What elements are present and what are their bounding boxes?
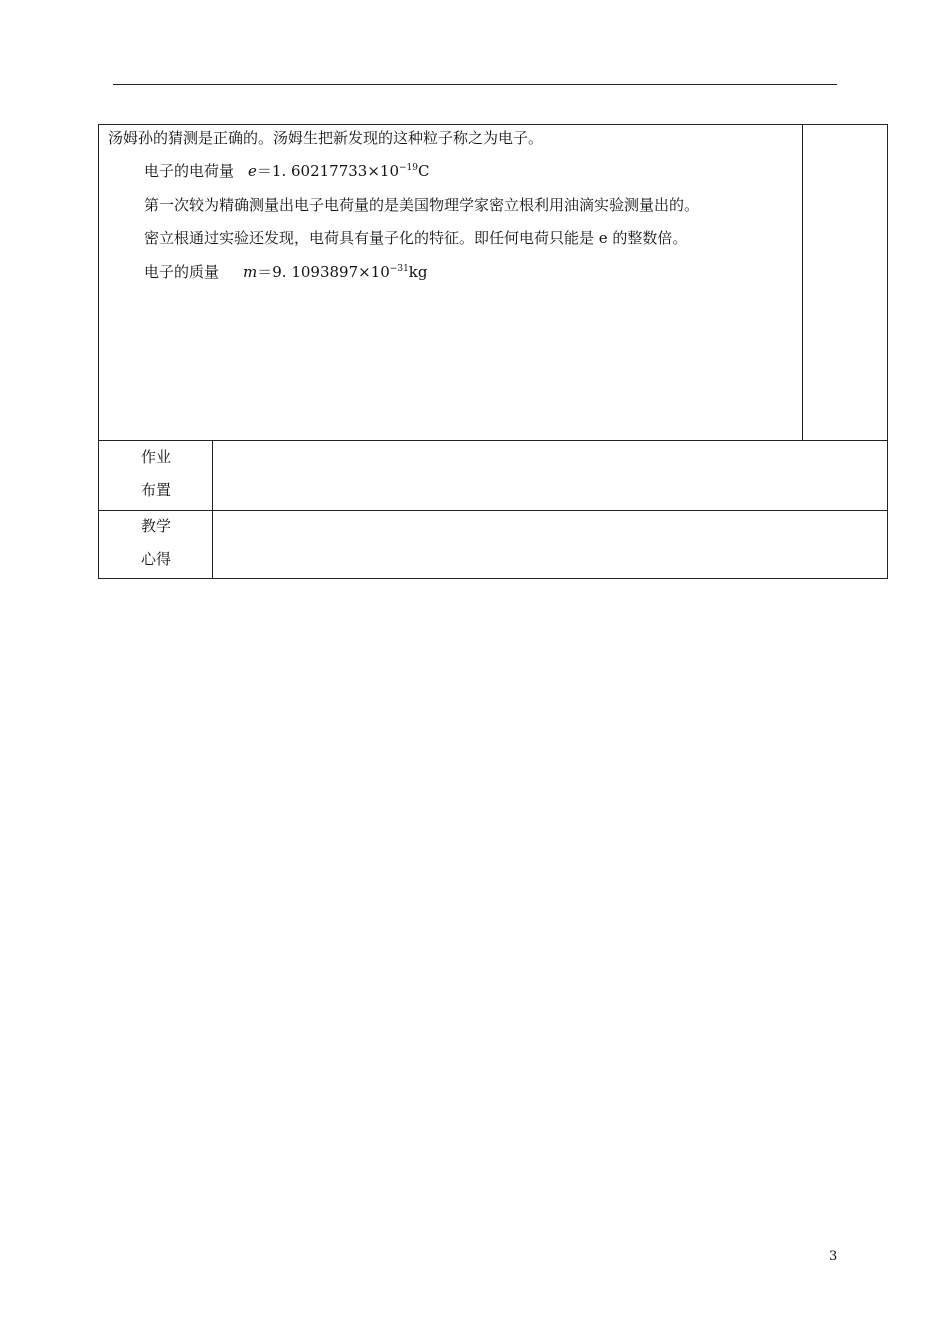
homework-label-cell [99,441,213,510]
mass-exponent: −31 [389,264,409,274]
charge-symbol: e [248,162,257,180]
reflection-label-line-2: 心得 [141,550,172,568]
charge-value: ＝1. 60217733×10 [256,162,399,180]
mass-symbol: m [243,263,258,281]
charge-exponent: −19 [399,163,418,173]
reflection-label-line-1: 教学 [141,517,172,535]
charge-unit: C [418,162,430,180]
electron-mass-line [144,262,428,282]
side-column-divider [802,124,803,441]
mass-unit: kg [408,263,428,281]
mass-label: 电子的质量 [144,263,220,281]
mass-value: ＝9. 1093897×10 [257,263,390,281]
text-line-4: 密立根通过实验还发现，电荷具有量子化的特征。即任何电荷只能是 e 的整数倍。 [144,229,688,247]
homework-label-line-1: 作业 [141,448,172,466]
homework-row [98,441,888,511]
reflection-row [98,511,888,579]
header-rule [113,84,837,85]
text-line-1: 汤姆孙的猜测是正确的。汤姆生把新发现的这种粒子称之为电子。 [108,129,544,147]
homework-label-line-2: 布置 [141,481,172,499]
electron-charge-line [144,161,429,181]
charge-label: 电子的电荷量 [144,162,235,180]
reflection-label-cell [99,511,213,578]
text-line-3: 第一次较为精确测量出电子电荷量的是美国物理学家密立根利用油滴实验测量出的。 [144,196,700,214]
page-number: 3 [829,1249,838,1264]
